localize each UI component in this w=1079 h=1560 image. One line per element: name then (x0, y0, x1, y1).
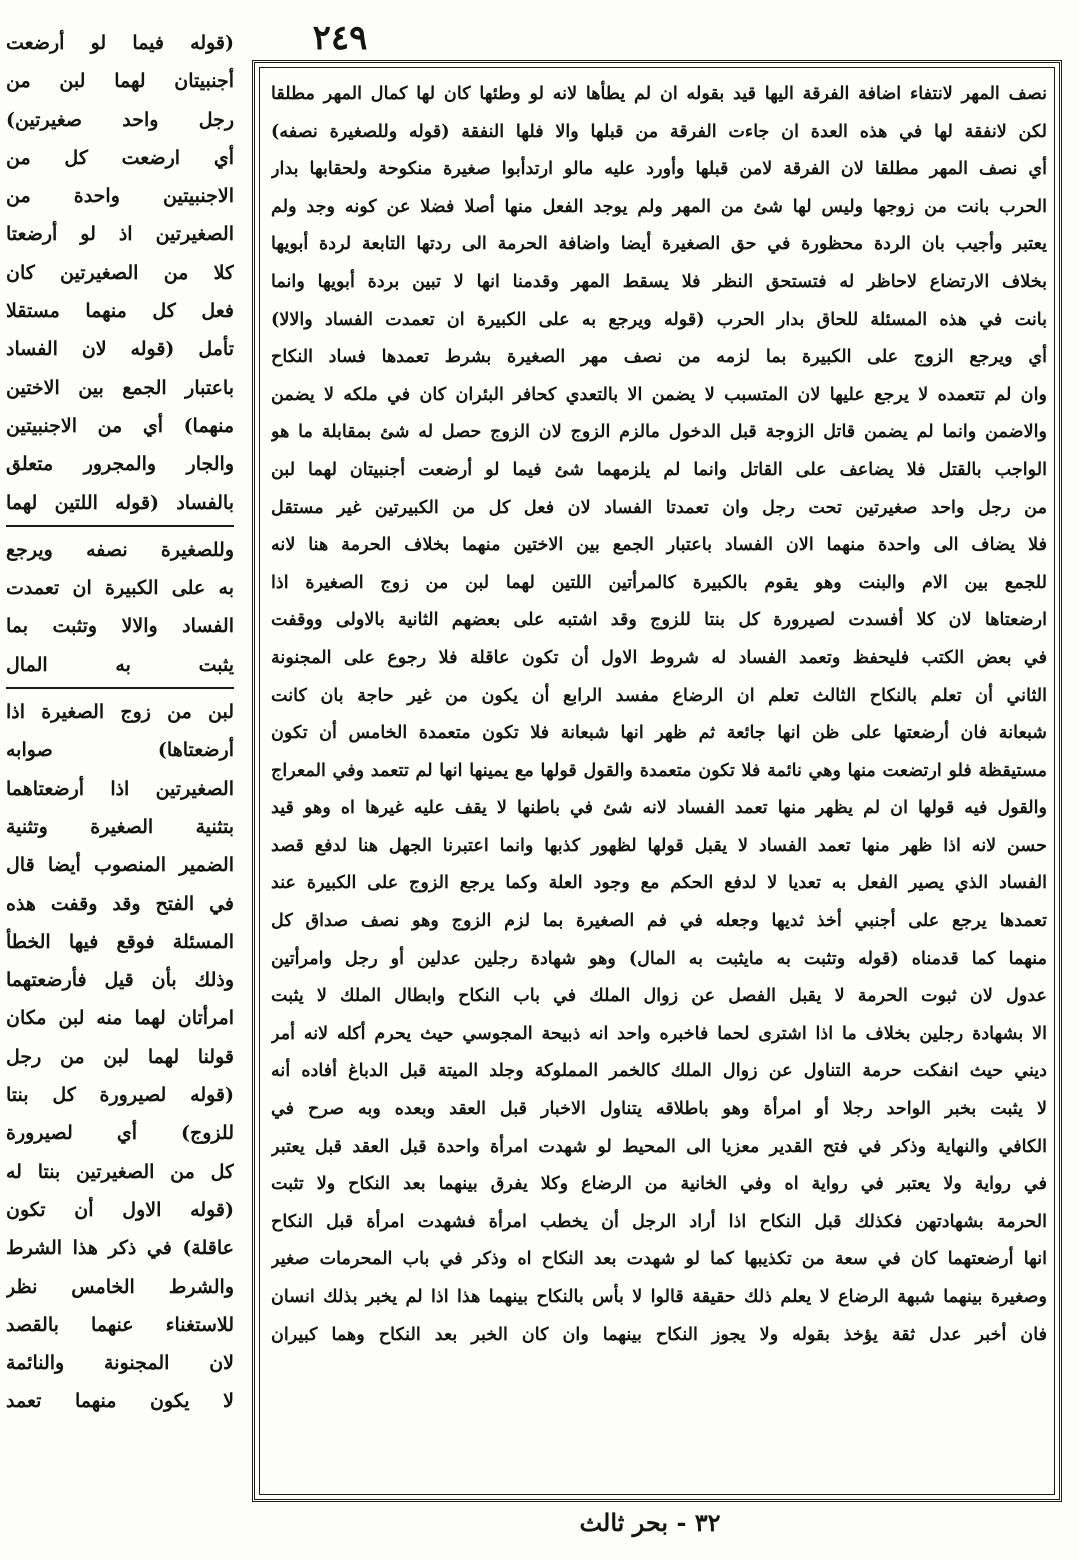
margin-line: امرأتان لهما منه لبن مكان (6, 1007, 234, 1030)
main-text-line: وان لم تتعمده لا يرجع عليها لان المتسبب لا يضمن الا بالتعدي كحافر البئران كان في ملكه لا يضمن (271, 383, 1047, 405)
margin-line: قولنا لهما لبن من رجل (6, 1045, 234, 1068)
margin-line: الصغيرتين اذ لو أرضعتا (6, 223, 234, 246)
margin-line: تأمل (قوله لان الفساد (6, 338, 234, 361)
main-text-line: للجمع بين الام والبنت وهو يقوم بالكبيرة كالمرأتين اللتين لهما لبن من زوج الصغيرة اذا (271, 571, 1047, 593)
main-text-line: ارضعتاها لان كلا أفسدت لصيرورة كل بنتا للزوج وقد اشتبه على بعضهم الثانية بالاولى ووقفت (271, 609, 1047, 631)
footer-signature: ٣٢ - بحر ثالث (579, 1508, 721, 1537)
margin-line: كلا من الصغيرتين كان (6, 261, 234, 284)
margin-line: أرضعتاها) صوابه (6, 739, 234, 762)
main-text-line: أي نصف المهر مطلقا لان الفرقة لامن قبلها وأورد عليه مالو ارتدأبوا صغيرة منكوحة ولحقابها بدار (271, 158, 1047, 180)
margin-line: وللصغيرة نصفه ويرجع (6, 538, 234, 561)
main-text-line: الكافي والنهاية وذكر في فتح القدير معزيا الى المحيط لو شهدت امرأة واحدة قبل العقد قبل يعتبر (271, 1135, 1047, 1157)
main-text-line: من رجل واحد صغيرتين تحت رجل وان تعمدتا الفساد لان فعل كل من الكبيرتين غير مستقل (271, 496, 1047, 518)
main-text-line: الواجب بالقتل فلا يضاعف على القاتل وانما لم يلزمهما شئ فيما لو أرضعت أجنبيتان لهما لبن (271, 458, 1047, 480)
margin-commentary (6, 24, 234, 1421)
main-text-line: الا بشهادة رجلين بخلاف ما اذا اشترى لحما فاخبره واحد انه ذبيحة المجوسي حيث يحرم أكله لانه أمر (271, 1022, 1047, 1044)
margin-divider-2 (6, 687, 234, 689)
main-text-line: في بعض الكتب فليحفظ وتعمد الفساد له شروط الاول أن تكون عاقلة فلا رجوع على المجنونة (271, 646, 1047, 668)
main-text-line: انها أرضعتهما كان في سعة من تكذيبها كما لو شهدت بعد النكاح اه وذكر في باب المحرمات صغير (271, 1248, 1047, 1270)
main-text-line: مستيقظة فلو ارتضعت منها وهي نائمة فلا تكون متعمدة والقول قولها مع يمينها انها لم تتعمد وفي المعراج (271, 759, 1047, 781)
page-number: ٢٤٩ (312, 18, 368, 58)
main-text-line: والقول فيه قولها ان لم يظهر منها تعمد الفساد لانه شئ في باطنها لا يقف عليه غيرها اه وهو قيد (271, 797, 1047, 819)
main-text-line: عدول لان ثبوت الحرمة لا يقبل الفصل عن زوال الملك في باب النكاح وابطال الملك لا يثبت (271, 985, 1047, 1007)
margin-line: بالفساد (قوله اللتين لهما (6, 491, 234, 514)
margin-block-1 (6, 24, 234, 522)
margin-line: المسئلة فوقع فيها الخطأ (6, 930, 234, 953)
main-text-line: أي ويرجع الزوج على الكبيرة بما لزمه من نصف مهر الصغيرة بشرط تعمدها فساد النكاح (271, 346, 1047, 368)
main-text-line: الثاني أن تعلم بالنكاح الثالث تعلم ان الرضاع مفسد الرابع أن يكون من غير حاجة بان كانت (271, 684, 1047, 706)
margin-line: والشرط الخامس نظر (6, 1275, 234, 1298)
margin-line: (قوله الاول أن تكون (6, 1198, 234, 1221)
main-text-line: ديني حيث انفكت حرمة التناول عن زوال الملك كالخمر المملوكة وجلد الميتة قبل الدباغ أفاده أنه (271, 1060, 1047, 1082)
main-text-line: بانت في هذه المسئلة للحاق بدار الحرب (قوله ويرجع به على الكبيرة ان تعمدت الفساد والالا) (271, 308, 1047, 330)
main-text-line: لا يثبت بخبر الواحد رجلا أو امرأة وهو باطلاقه يتناول الاخبار قبل العقد وبعده وبه صرح في (271, 1098, 1047, 1120)
main-text-line: منهما كما قدمناه (قوله وتثبت به مايثبت به المال) وهو شهادة رجلين عدلين أو رجل وامرأتين (271, 947, 1047, 969)
margin-line: باعتبار الجمع بين الاختين (6, 376, 234, 399)
margin-line: لان المجنونة والنائمة (6, 1352, 234, 1375)
main-text-line: بخلاف الارتضاع لاحاظر له فتستحق النظر فلا يسقط المهر وقدمنا انها لا تبين بردة أبويها وانما (271, 270, 1047, 292)
margin-divider-1 (6, 525, 234, 527)
margin-line: وذلك بأن قيل فأرضعتهما (6, 969, 234, 992)
margin-line: بتثنية الصغيرة وتثنية (6, 815, 234, 838)
margin-line: يثبت به المال (6, 653, 234, 676)
margin-line: والجار والمجرور متعلق (6, 453, 234, 476)
main-text-line: حسن لانه اذا ظهر منها تعمد الفساد لا يقبل قولها لظهور كذبها وانما اعتبرنا الجهل هنا لدفع قصد (271, 834, 1047, 856)
main-text-line: الحرب بانت من زوجها وليس لها شئ من المهر ولم يوجد الفعل منها أصلا فضلا عن كونه وجد ولم (271, 195, 1047, 217)
main-text (271, 75, 1047, 1353)
margin-line: الصغيرتين اذا أرضعتاهما (6, 777, 234, 800)
margin-block-3 (6, 693, 234, 1421)
margin-line: للاستغناء عنهما بالقصد (6, 1313, 234, 1336)
margin-line: لبن من زوج الصغيرة اذا (6, 701, 234, 724)
margin-line: كل من الصغيرتين بنتا له (6, 1160, 234, 1183)
margin-line: عاقلة) في ذكر هذا الشرط (6, 1237, 234, 1260)
main-text-line: في رواية ولا يعتبر في رواية اه وفي الخانية من الرضاع وكلا يفرق بينهما بعد النكاح ولا تثبت (271, 1173, 1047, 1195)
main-text-frame (252, 60, 1062, 1502)
margin-line: الاجنبيتين واحدة من (6, 185, 234, 208)
main-text-line: لكن لانفقة لها في هذه العدة ان جاءت الفرقة من قبلها والا فلها النفقة (قوله وللصغيرة نصفه) (271, 120, 1047, 142)
margin-line: منهما) أي من الاجنبيتين (6, 414, 234, 437)
margin-line: في الفتح وقد وقفت هذه (6, 892, 234, 915)
main-text-line: نصف المهر لانتفاء اضافة الفرقة اليها قيد بقوله ان لم يطأها لانه لو وطئها كان لها كمال المهر مطلقا (271, 83, 1047, 104)
margin-line: لا يكون منهما تعمد (6, 1390, 234, 1413)
margin-line: (قوله فيما لو أرضعت (6, 32, 234, 54)
main-text-line: يعتبر وأجيب بان الردة محظورة في حق الصغيرة أيضا واضافة الحرمة الى ردتها التابعة لردة أبويها (271, 233, 1047, 255)
margin-line: رجل واحد صغيرتين) (6, 108, 234, 131)
margin-line: للزوج) أي لصيرورة (6, 1122, 234, 1145)
main-text-line: الفساد الذي يصير الفعل به تعديا لا لدفع الحكم مع وجود العلة وكما يرجع الزوج على الكبيرة عند (271, 872, 1047, 894)
main-text-line: شبعانة فان أرضعتها على ظن انها جائعة ثم ظهر انها شبعانة فلا تكون متعمدة الخامس أن تكون (271, 722, 1047, 744)
margin-line: الفساد والالا وتثبت بما (6, 615, 234, 638)
main-text-line: تعمدها يرجع على أجنبي أخذ ثديها وجعله في فم الصغيرة بما لزم الزوج وهو نصف صداق كل (271, 910, 1047, 932)
margin-line: به على الكبيرة ان تعمدت (6, 577, 234, 600)
main-text-line: فان أخبر عدل ثقة يؤخذ بقوله ولا يجوز النكاح بينهما وان كان الخبر بعد النكاح وهما كبيران (271, 1323, 1047, 1345)
margin-block-2 (6, 531, 234, 684)
main-text-line: وصغيرة بينهما شبهة الرضاع لا يعلم ذلك حقيقة قالوا لا بأس بالنكاح بينهما هذا اذا لم يخبر بذلك انسان (271, 1286, 1047, 1307)
margin-line: (قوله لصيرورة كل بنتا (6, 1084, 234, 1107)
main-text-line: والاضمن وانما لم يضمن قاتل الزوجة قبل الدخول مالزم الزوج لان الزوج حصل له شئ بمقابلة ما هو (271, 421, 1047, 443)
main-text-line: فلا يضاف الى واحدة منهما الان الفساد باعتبار الجمع بين الاختين منهما بخلاف الحرمة هنا لانه (271, 534, 1047, 556)
margin-line: الضمير المنصوب أيضا قال (6, 854, 234, 877)
margin-line: أجنبيتان لهما لبن من (6, 70, 234, 93)
margin-line: أي ارضعت كل من (6, 146, 234, 169)
main-text-line: الحرمة بشهادتهن فكذلك قبل النكاح اذا أراد الرجل أن يخطب امرأة فشهدت امرأة قبل النكاح (271, 1210, 1047, 1232)
margin-line: فعل كل منهما مستقلا (6, 300, 234, 323)
